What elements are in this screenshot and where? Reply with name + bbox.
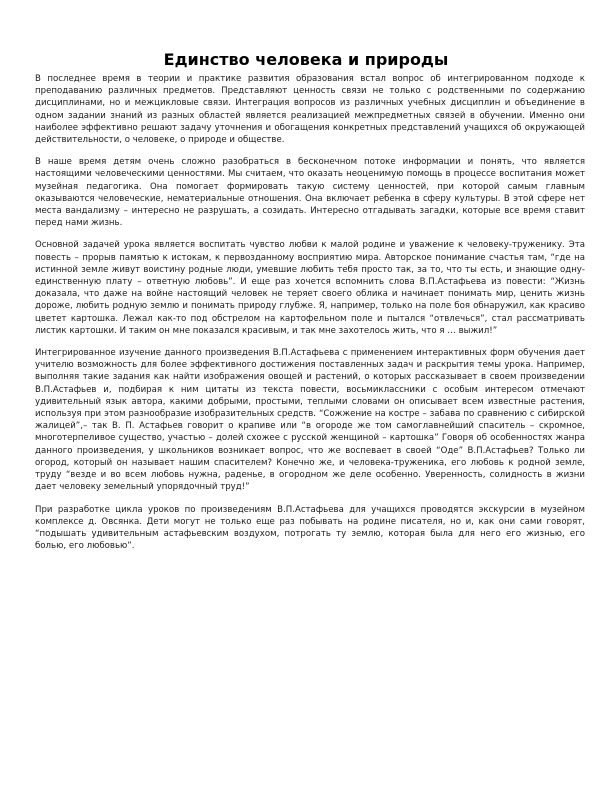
paragraph-excursions: При разработке цикла уроков по произведениям В.П.Астафьева для учащихся проводятся экскурсии в музейном комплексе д. Овсянка. Дети могут не только еще раз побывать на родине писателя, но и, как они сами говорят, “подышать удивительным астафьевским воздухом, потрогать ту землю, которая была для него его жизнью, его болью, его любовью”. — [35, 504, 585, 552]
document-body — [35, 73, 585, 562]
paragraph-museum-pedagogy: В наше время детям очень сложно разобраться в бесконечном потоке информации и понять, что является настоящими человеческими ценностями. Мы считаем, что оказать неоценимую помощь в процессе воспитания может музейная педагогика. Она помогает формировать такую систему ценностей, при которой самым главным оказываются человеческие, нематериальные отношения. Она включает ребенка в сферу культуры. В этой сфере нет места вандализму – интересно не разрушать, а созидать. Интересно отгадывать загадки, которые все время ставит перед нами жизнь. — [35, 157, 585, 229]
paragraph-intro: В последнее время в теории и практике развития образования встал вопрос об интегрированном подходе к преподаванию различных предметов. Представляют ценность связи не только с родственными по содержанию дисциплинами, но и межцикловые связи. Интеграция вопросов из различных учебных дисциплин и объединение в одном задании знаний из разных областей является реализацией межпредметных связей в обучении. Именно они наиболее эффективно решают задачу уточнения и обогащения конкретных представлений учащихся об окружающей действительности, о человеке, о природе и обществе. — [35, 74, 585, 146]
paragraph-lesson-goal: Основной задачей урока является воспитать чувство любви к малой родине и уважение к человеку-труженику. Эта повесть – прорыв памятью к истокам, к первозданному восприятию мира. Авторское понимание счастья там, “где на истинной земле живут воистину родные люди, умевшие любить тебя просто так, за то, что ты есть, и знающие одну-единственную плату – ответную любовь”. И еще раз хочется вспомнить слова В.П.Астафьева из повести: “Жизнь доказала, что даже на войне настоящий человек не теряет своего облика и начинает понимать мир, ценить жизнь дороже, любить родную землю и понимать природу глубже. Я, например, только на поле боя обнаружил, как красиво цветет картошка. Лежал как-то под обстрелом на картофельном поле и пытался “отвлечься”, стал рассматривать листик картошки. И таким он мне показался красивым, и так мне захотелось жить, что я … выжил!” — [35, 240, 585, 336]
document-title: Единство человека и природы — [163, 50, 449, 69]
paragraph-integrated-study: Интегрированное изучение данного произведения В.П.Астафьева с применением интерактивных форм обучения дает учителю возможность для более эффективного достижения поставленных задач и раскрытия темы урока. Например, выполняя такие задания как найти изображения овощей и растений, о которых рассказывает в своем произведении В.П.Астафьев и, подбирая к ним цитаты из текста повести, восьмиклассники с особым интересом отмечают удивительный язык автора, какими добрыми, простыми, теплыми словами он описывает всем известные растения, используя при этом разнообразие изобразительных средств. “Сожжение на костре – забава по сравнению с сибирской жалицей”,– так В. П. Астафьев говорит о крапиве или “в огороде же том самоглавнейший спаситель – скромное, многотерпеливое существо, участью – долей схожее с русской женщиной – картошка” Говоря об особенностях жанра данного произведения, у школьников возникает вопрос, что же воспевает в своей “Оде” В.П.Астафьев? Только ли огород, который он называет нашим спасителем? Конечно же, и человека-труженика, его любовь к родной земле, труду “везде и во всем любовь нужна, раденье, в огородном же деле особенно. Уверенность, солидность в жизни дает человеку земельный упорядочный труд!” — [35, 348, 585, 493]
